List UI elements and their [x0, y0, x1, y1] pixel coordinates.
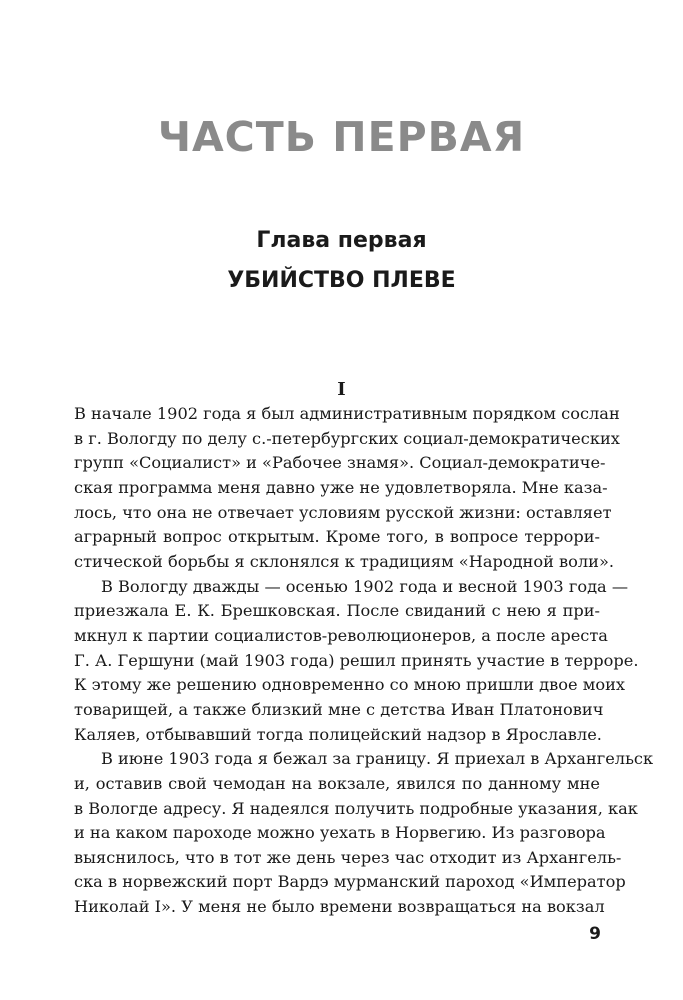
text-line: мкнул к партии социалистов-революционеров, а после ареста — [74, 625, 608, 645]
chapter-title: Глава первая — [256, 228, 427, 253]
text-line: в Вологде адресу. Я надеялся получить подробные указания, как — [74, 798, 638, 818]
text-line: товарищей, а также близкий мне с детства Иван Платонович — [74, 699, 604, 719]
text-line: В Вологду дважды — осенью 1902 года и весной 1903 года — — [101, 576, 629, 596]
text-line: Николай I». У меня не было времени возвращаться на вокзал — [74, 897, 605, 917]
page-number: 9 — [589, 924, 601, 944]
text-line: групп «Социалист» и «Рабочее знамя». Социал-демократиче- — [74, 453, 606, 473]
text-line: выяснилось, что в тот же день через час отходит из Архангель- — [74, 847, 622, 867]
text-line: аграрный вопрос открытым. Кроме того, в вопросе террори- — [74, 527, 600, 547]
text-line: В июне 1903 года я бежал за границу. Я приехал в Архангельск — [101, 749, 654, 769]
text-line: Г. А. Гершуни (май 1903 года) решил принять участие в терроре. — [74, 650, 639, 670]
chapter-subtitle: УБИЙСТВО ПЛЕВЕ — [227, 268, 456, 293]
text-line: в г. Вологду по делу с.-петербургских социал-демократических — [74, 428, 620, 448]
text-line: Каляев, отбывавший тогда полицейский надзор в Ярославле. — [74, 724, 602, 744]
text-line: лось, что она не отвечает условиям русской жизни: оставляет — [74, 502, 612, 522]
section-number: I — [337, 379, 346, 400]
text-line: ска в норвежский порт Вардэ мурманский пароход «Император — [74, 872, 626, 892]
text-line: В начале 1902 года я был административным порядком сослан — [74, 404, 620, 423]
text-line: стической борьбы я склонялся к традициям «Народной воли». — [74, 551, 615, 571]
part-title: ЧАСТЬ ПЕРВАЯ — [157, 113, 526, 161]
text-line: приезжала Е. К. Брешковская. После свиданий с нею я при- — [74, 601, 600, 621]
text-line: К этому же решению одновременно со мною пришли двое моих — [74, 675, 625, 695]
text-line: и, оставив свой чемодан на вокзале, явился по данному мне — [74, 773, 600, 793]
text-line: и на каком пароходе можно уехать в Норвегию. Из разговора — [74, 823, 606, 843]
body-text — [74, 402, 654, 920]
text-line: ская программа меня давно уже не удовлетворяла. Мне каза- — [74, 477, 608, 497]
